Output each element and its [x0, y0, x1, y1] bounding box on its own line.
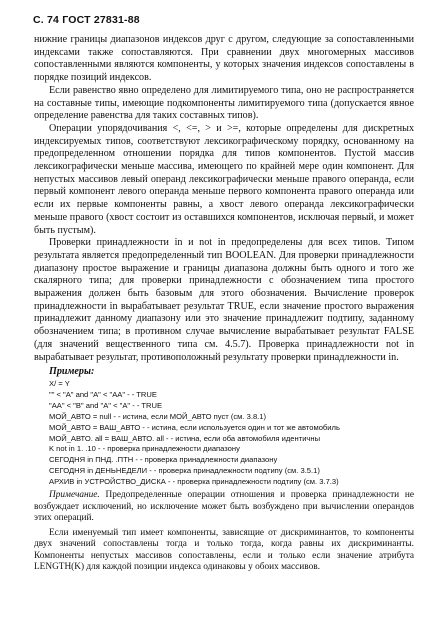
example-line: МОЙ_АВТО = null - - истина, если МОЙ_АВТО пуст (см. 3.8.1): [49, 411, 267, 421]
example-line: K not in 1. .10 - - проверка принадлежности диапазону: [49, 444, 240, 454]
paragraph: Операции упорядочивания <, <=, > и >=, которые определены для дискретных индексируемых типов, соответствуют лексикографическому порядку, основанному на предопределенном отношении порядка для типов компонентов. Пустой массив лексикографически меньше массива, имеющего по крайней мере один компонент. Для непустых массивов левый операнд лексикографически меньше правого операнда, если первый компонент левого операнда меньше первого компонента правого операнда или если их первые компоненты равны, а хвост левого операнда лексикографически меньше правого (хвост состоит из оставшихся компонентов, исключая первый, и может быть пустым).: [34, 122, 414, 236]
note-label: Примечание.: [49, 490, 100, 501]
example-line: МОЙ_АВТО = ВАШ_АВТО - - истина, если используется один и тот же автомобиль: [49, 422, 340, 432]
example-line: АРХИВ in УСТРОЙСТВО_ДИСКА - - проверка принадлежности подтипу (см. 3.7.3): [49, 477, 339, 487]
example-line: "AA" < "B" and "A" < "A" - - TRUE: [49, 400, 163, 410]
example-line: "" < "A" and "A" < "AA" - - TRUE: [49, 389, 157, 399]
paragraph: нижние границы диапазонов индексов друг с другом, следующие за сопоставленными индексами также сопоставляются. При сравнении двух многомерных массивов сопоставленными являются компоненты, у которых значения индексов сопоставлены в порядке позиций индексов.: [34, 34, 414, 84]
example-line: СЕГОДНЯ in ПНД. .ПТН - - проверка принадлежности диапазону: [49, 455, 278, 465]
paragraph: Проверки принадлежности in и not in предопределены для всех типов. Типом результата является предопределенный тип BOOLEAN. Для проверки принадлежности диапазону простое выражение и границы диапазона должны быть одного и того же скалярного типа; для проверки принадлежности с обозначением типа простого выражения должен быть базовым для этого обозначения. Вычисление проверок принадлежности in вырабатывает результат TRUE, если значение простого выражения принадлежит данному диапазону или это значение принадлежит подтипу, заданному обозначением типа; в противном случае вычисление вырабатывает результат FALSE (для значений вещественного типа см. 4.5.7). Проверка принадлежности not in вырабатывает результат, противоположный результату проверки принадлежности in.: [34, 237, 414, 363]
example-line: X/ = Y: [49, 378, 70, 388]
note-text: Предопределенные операции отношения и проверка принадлежности не возбуждает исключений, но исключение может быть возбуждено при вычислении операндов этих операций.: [34, 490, 414, 524]
example-line: СЕГОДНЯ in ДЕНЬНЕДЕЛИ - - проверка принадлежности подтипу (см. 3.5.1): [49, 466, 320, 476]
body-text: [34, 34, 414, 574]
examples-title: Примеры:: [49, 366, 95, 378]
example-line: МОЙ_АВТО. all = ВАШ_АВТО. all - - истина, если оба автомобиля идентичны: [49, 433, 321, 443]
final-paragraph: Если именуемый тип имеет компоненты, зависящие от дискриминантов, то компоненты двух значений сопоставлены тогда и только тогда, когда равны их дискриминанты. Компоненты непустых массивов сопоставлены, если и только если значение атрибута LENGTH(K) для каждой позиции индекса одинаковы у обоих массивов.: [34, 527, 414, 573]
note: [34, 490, 414, 525]
page-header: С. 74 ГОСТ 27831-88: [33, 14, 140, 26]
paragraph: Если равенство явно определено для лимитируемого типа, оно не распространяется на составные типы, имеющие подкомпоненты лимитируемого типа (допускается явное определение равенства для таких составных типов).: [34, 84, 414, 122]
